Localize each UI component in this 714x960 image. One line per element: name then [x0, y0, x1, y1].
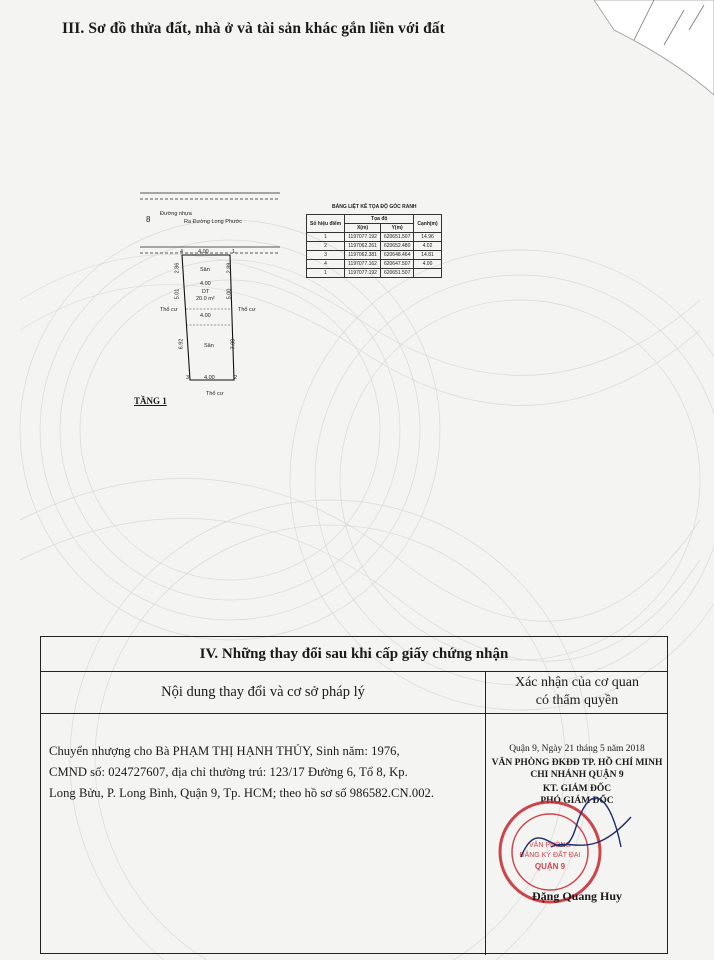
neighbor-right: Thổ cư — [238, 307, 256, 313]
confirm-header-line2: có thẩm quyền — [535, 693, 619, 708]
cell-edge: 4.02 — [414, 242, 441, 251]
top-width: 4.00 — [198, 249, 209, 255]
corner-label-2: 2 — [234, 375, 238, 381]
cell-x: 1197077.162 — [345, 260, 381, 269]
cell-x: 1197062.261 — [345, 242, 381, 251]
content-line: CMND số: 024727607, địa chỉ thường trú: 123/17 Đường 6, Tổ 8, Kp. — [49, 765, 408, 779]
right-side-1: 2.89 — [226, 262, 233, 274]
cell-edge — [414, 269, 441, 278]
cell-point: 3 — [307, 251, 345, 260]
confirm-deputy: PHÓ GIÁM ĐỐC — [540, 796, 614, 806]
header-x: X(m) — [345, 224, 381, 233]
road-label-1: Đường nhựa — [160, 211, 192, 217]
left-side-2: 5.01 — [174, 288, 181, 300]
right-side-2: 5.00 — [226, 288, 233, 300]
left-side-1: 2.86 — [174, 262, 181, 274]
svg-text:ĐĂNG KÝ ĐẤT ĐAI: ĐĂNG KÝ ĐẤT ĐAI — [519, 852, 581, 859]
confirm-date: Quận 9, Ngày 21 tháng 5 năm 2018 — [509, 744, 645, 754]
section4-box — [40, 636, 668, 954]
neighbor-left: Thổ cư — [160, 307, 178, 313]
coord-table-title: BẢNG LIỆT KÊ TỌA ĐỘ GÓC RANH — [332, 204, 417, 210]
inner-width: 4.00 — [200, 313, 211, 319]
section4-title: IV. Những thay đổi sau khi cấp giấy chứng nhận — [41, 637, 667, 672]
corner-label-4: 4 — [180, 249, 184, 255]
confirm-kt: KT. GIÁM ĐỐC — [542, 784, 612, 794]
corner-label-1: 1 — [232, 249, 236, 255]
table-row — [307, 233, 442, 242]
cell-point: 1 — [307, 233, 345, 242]
header-coords: Tọa độ — [345, 215, 414, 224]
plot-sketch — [120, 185, 290, 415]
content-line: Long Bửu, P. Long Bình, Quận 9, Tp. HCM; theo hồ sơ số 986582.CN.002. — [49, 786, 435, 800]
signer-name: Đặng Quang Huy — [531, 889, 623, 903]
cell-y: 620652.480 — [380, 242, 413, 251]
cell-y: 620648.464 — [380, 251, 413, 260]
table-row — [307, 269, 442, 278]
confirm-header-line1: Xác nhận của cơ quan — [514, 675, 639, 690]
cell-edge: 14.96 — [414, 233, 441, 242]
area-label: DT — [202, 289, 210, 295]
floor-label: TẦNG 1 — [134, 396, 167, 406]
table-row — [307, 242, 442, 251]
cell-point: 2 — [307, 242, 345, 251]
bottom-width: 4.00 — [204, 375, 215, 381]
cell-point: 4 — [307, 260, 345, 269]
corner-label-3: 3 — [186, 375, 190, 381]
yard-label: Sân — [200, 267, 210, 273]
header-divider — [41, 713, 667, 714]
road-label-2: Ra Đường Long Phước — [184, 219, 242, 225]
confirm-branch: CHI NHÁNH QUẬN 9 — [530, 770, 624, 780]
content-line: Chuyển nhượng cho Bà PHẠM THỊ HẠNH THỦY, Sinh năm: 1976, — [49, 744, 400, 758]
svg-text:VĂN PHÒNG: VĂN PHÒNG — [528, 842, 572, 849]
left-side-3: 6.92 — [178, 338, 185, 350]
cell-x: 1197077.192 — [345, 233, 381, 242]
signature — [501, 787, 651, 887]
change-content — [49, 741, 485, 804]
header-y: Y(m) — [380, 224, 413, 233]
cell-point: 1 — [307, 269, 345, 278]
column-header-confirmation — [486, 671, 668, 713]
table-row — [307, 251, 442, 260]
cell-x: 1197077.192 — [345, 269, 381, 278]
cell-edge: 14.81 — [414, 251, 441, 260]
road-side-number: 8 — [146, 215, 151, 224]
section3-title: III. Sơ đồ thửa đất, nhà ở và tài sản khác gắn liền với đất — [62, 20, 445, 37]
mid-width: 4.00 — [200, 281, 211, 287]
header-edge: Cạnh(m) — [414, 215, 441, 233]
cell-y: 620651.507 — [380, 269, 413, 278]
table-row — [307, 260, 442, 269]
right-side-3: 7.00 — [230, 338, 237, 350]
header-point: Số hiệu điểm — [307, 215, 345, 233]
cell-edge: 4.00 — [414, 260, 441, 269]
svg-text:QUẬN 9: QUẬN 9 — [534, 862, 566, 871]
cell-y: 620651.507 — [380, 233, 413, 242]
coordinate-table — [306, 214, 442, 278]
cell-y: 620647.507 — [380, 260, 413, 269]
area-value: 20.0 m² — [196, 296, 215, 302]
confirm-office: VĂN PHÒNG ĐKĐĐ TP. HỒ CHÍ MINH — [491, 758, 663, 768]
folded-corner — [594, 0, 714, 100]
neighbor-bottom: Thổ cư — [206, 391, 224, 397]
yard-label-2: Sân — [204, 343, 214, 349]
column-header-changes: Nội dung thay đổi và cơ sở pháp lý — [161, 684, 365, 700]
cell-x: 1197062.381 — [345, 251, 381, 260]
